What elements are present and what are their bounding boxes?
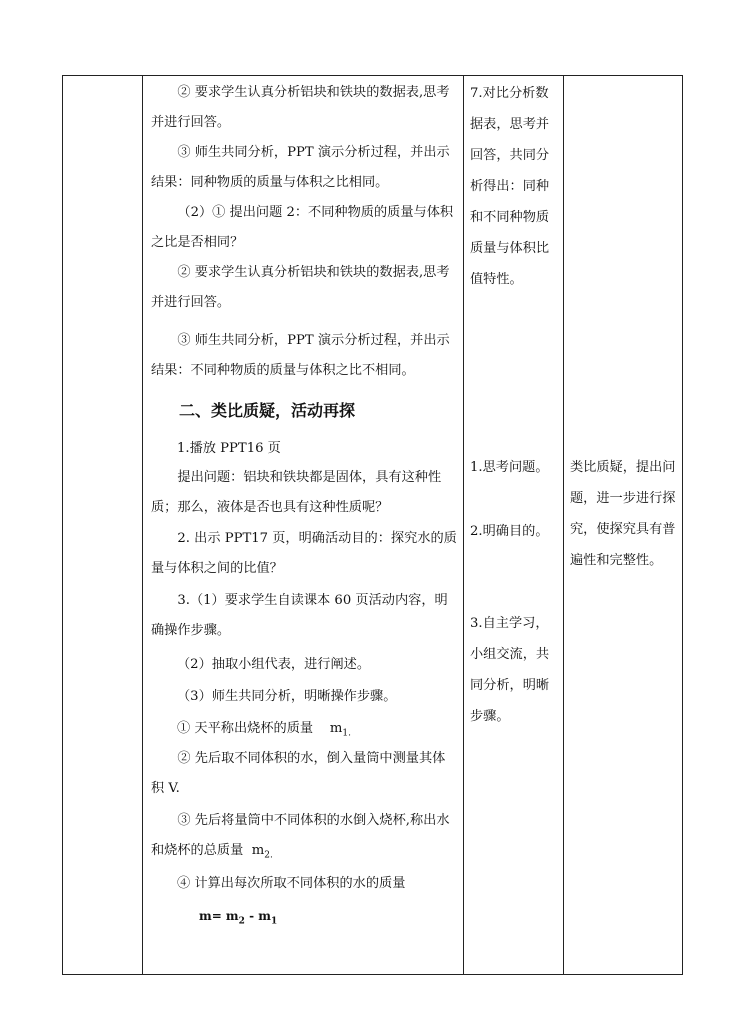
student-activity-cell: [464, 76, 564, 975]
paragraph-raise-question: 提出问题：铝块和铁块都是固体，具有这种性质；那么，液体是否也具有这种性质呢？: [151, 470, 442, 515]
paragraph-analysis-step3: ③ 师生共同分析，PPT 演示分析过程，并出示结果：同种物质的质量与体积之比相同。: [151, 145, 450, 190]
paragraph-play-ppt16: 1.播放 PPT16 页: [177, 441, 281, 456]
paragraph-measure-volume: ② 先后取不同体积的水，倒入量筒中测量其体积 V.: [151, 751, 446, 796]
paragraph-self-read: 3.（1）要求学生自读课本 60 页活动内容，明确操作步骤。: [151, 593, 448, 638]
formula-water-mass: $m= m_2 - m_1$: [199, 909, 278, 927]
teacher-activity-cell: [143, 76, 464, 975]
student-self-study: 3.自主学习，小组交流，共同分析，明晰步骤。: [470, 616, 550, 724]
table-row: [63, 76, 683, 975]
paragraph-analysis2-step3: ③ 师生共同分析，PPT 演示分析过程，并出示结果：不同种物质的质量与体积之比不相同。: [151, 333, 450, 378]
paragraph-analysis-step2: ② 要求学生认真分析铝块和铁块的数据表,思考并进行回答。: [151, 85, 450, 130]
paragraph-ppt17-goal: 2. 出示 PPT17 页，明确活动目的：探究水的质量与体积之间的比值？: [151, 531, 457, 576]
paragraph-weigh-beaker: ① 天平称出烧杯的质量 $m_{1.}$: [177, 721, 351, 739]
paragraph-question2: （2）① 提出问题 2：不同种物质的质量与体积之比是否相同？: [151, 205, 454, 250]
student-clarify-goal: 2.明确目的。: [470, 524, 549, 539]
section-heading: 二、类比质疑，活动再探: [179, 401, 356, 420]
paragraph-compute-mass: ④ 计算出每次所取不同体积的水的质量: [177, 876, 406, 891]
student-activity-7: 7.对比分析数据表，思考并回答，共同分析得出：同种和不同种物质质量与体积比值特性。: [470, 86, 550, 287]
paragraph-group-rep: （2）抽取小组代表，进行阐述。: [177, 657, 371, 672]
design-intent-text: 类比质疑，提出问题，进一步进行探究，使探究具有普遍性和完整性。: [570, 460, 676, 568]
paragraph-analysis2-step2: ② 要求学生认真分析铝块和铁块的数据表,思考并进行回答。: [151, 265, 450, 310]
lesson-table: [62, 75, 683, 975]
student-think-question: 1.思考问题。: [470, 460, 549, 475]
design-intent-cell: [564, 76, 683, 975]
stage-column-cell: [63, 76, 143, 975]
paragraph-total-mass: ③ 先后将量筒中不同体积的水倒入烧杯,称出水和烧杯的总质量 $m_{2.}$: [151, 813, 450, 861]
paragraph-clarify-steps: （3）师生共同分析，明晰操作步骤。: [177, 689, 397, 704]
